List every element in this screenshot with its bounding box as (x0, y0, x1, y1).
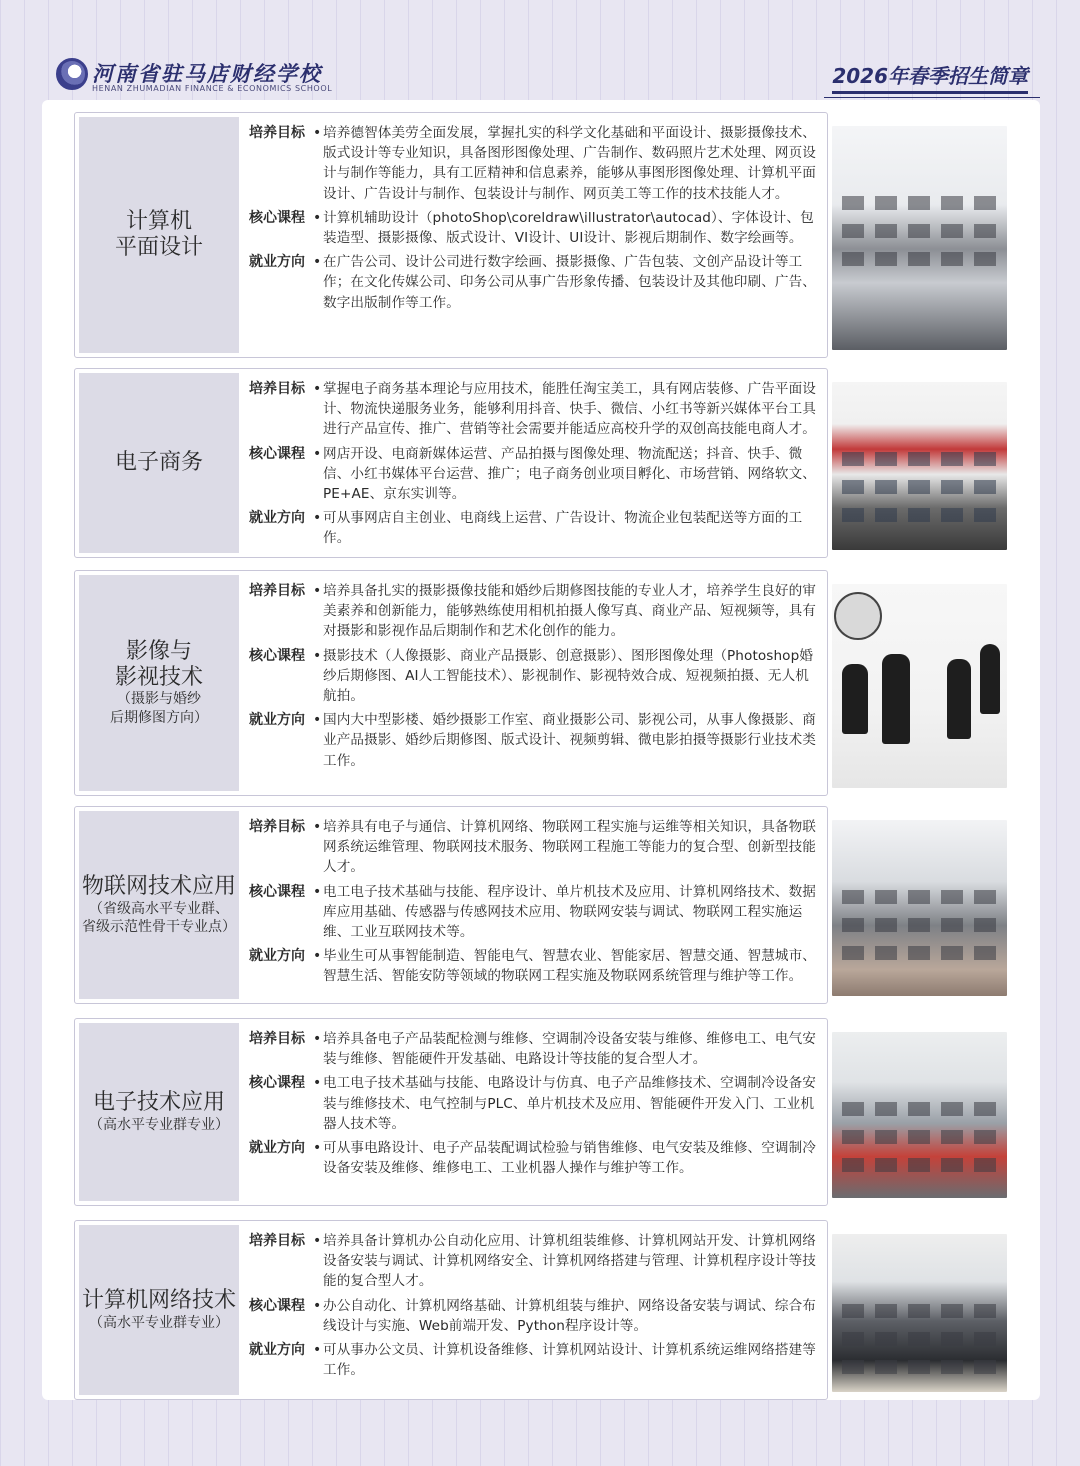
photo-detail (941, 196, 963, 210)
major-label-box (79, 575, 239, 791)
photo-detail (908, 196, 930, 210)
photo-detail (941, 252, 963, 266)
major-card (74, 570, 828, 796)
photo-detail (974, 1360, 996, 1374)
major-card (74, 1018, 828, 1206)
photo-detail (974, 1130, 996, 1144)
core-course-row-label: 核心课程 (249, 647, 305, 664)
major-card (74, 806, 828, 1004)
core-course-row-label: 核心课程 (249, 209, 305, 226)
career-row (249, 1340, 819, 1380)
iot-lab-photo (832, 820, 1007, 996)
photo-detail (908, 1158, 930, 1172)
photo-detail (974, 224, 996, 238)
core-course-row-text: 计算机辅助设计（photoShop\coreldraw\illustrator\autocad）、字体设计、包装造型、摄影摄像、版式设计、VI设计、UI设计、影视后期制作、数字绘画等。 (323, 209, 814, 247)
career-row (249, 508, 819, 548)
photo-detail (842, 918, 864, 932)
photo-detail (974, 1332, 996, 1346)
photo-detail (974, 480, 996, 494)
major-title: 电子技术应用 (92, 1090, 225, 1116)
photo-detail (980, 644, 1000, 714)
photo-detail (908, 480, 930, 494)
major-details (249, 1231, 819, 1384)
career-row-label: 就业方向 (249, 1342, 305, 1359)
photo-detail (908, 1102, 930, 1116)
core-course-row-text: 网店开设、电商新媒体运营、产品拍摄与图像处理、物流配送；抖音、快手、微信、小红书媒体平台运营、推广；电子商务创业项目孵化、市场营销、网络软文、PE+AE、京东实训等。 (323, 445, 816, 503)
page-header (0, 0, 1080, 100)
photo-detail (974, 946, 996, 960)
major-details (249, 123, 819, 317)
photo-detail (875, 946, 897, 960)
bullet-icon: • (313, 712, 322, 729)
photo-detail (842, 1332, 864, 1346)
bullet-icon: • (313, 583, 322, 599)
photo-detail (947, 659, 971, 739)
photo-detail (941, 224, 963, 238)
photo-detail (974, 252, 996, 266)
photo-detail (875, 480, 897, 494)
photo-detail (875, 1304, 897, 1318)
photo-detail (875, 452, 897, 466)
photo-detail (842, 1158, 864, 1172)
photo-detail (875, 224, 897, 238)
core-course-row (249, 646, 819, 707)
photo-detail (842, 1360, 864, 1374)
network-lab-photo (832, 1234, 1007, 1392)
bullet-icon: • (313, 1233, 322, 1249)
photo-detail (941, 452, 963, 466)
bullet-icon: • (313, 510, 322, 527)
photo-detail (941, 480, 963, 494)
bullet-icon: • (313, 445, 322, 462)
major-details (249, 817, 819, 991)
photo-detail (875, 1158, 897, 1172)
photo-detail (908, 1360, 930, 1374)
goal-row-text: 掌握电子商务基本理论与应用技术，能胜任淘宝美工，具有网店装修、广告平面设计、物流快递服务业务，能够利用抖音、快手、微信、小红书等新兴媒体平台工具进行产品宣传、推广、营销等社会需要并能适应高校升学的双创高技能电商人才。 (323, 381, 816, 438)
photo-detail (941, 946, 963, 960)
page-title: 2026年春季招生简章 (832, 60, 1028, 94)
career-row-label: 就业方向 (249, 254, 305, 271)
photo-detail (842, 224, 864, 238)
bullet-icon: • (313, 125, 322, 141)
bullet-icon: • (313, 819, 322, 835)
goal-row (249, 1231, 819, 1292)
career-row-label: 就业方向 (249, 1140, 305, 1157)
electronics-lab-photo (832, 1032, 1007, 1198)
career-row-label: 就业方向 (249, 712, 305, 729)
photo-detail (974, 918, 996, 932)
photo-detail (974, 452, 996, 466)
major-subtitle: （高水平专业群专业） (89, 1314, 229, 1331)
goal-row (249, 817, 819, 878)
major-title: 计算机网络技术 (81, 1288, 236, 1314)
photo-detail (908, 946, 930, 960)
goal-row-text: 培养德智体美劳全面发展，掌握扎实的科学文化基础和平面设计、摄影摄像技术、版式设计等专业知识，具备图形图像处理、广告制作、数码照片艺术处理、网页设计与制作等能力，具有工匠精神和信息素养，能够从事图形图像处理、计算机平面设计、广告设计与制作、包装设计与制作、网页美工等工作的技术技能人才。 (323, 125, 816, 202)
career-row-text: 可从事网店自主创业、电商线上运营、广告设计、物流企业包装配送等方面的工作。 (323, 510, 803, 547)
major-details (249, 1029, 819, 1182)
photo-detail (908, 1304, 930, 1318)
photo-detail (875, 252, 897, 266)
bullet-icon: • (313, 647, 322, 664)
photo-detail (941, 1102, 963, 1116)
photo-detail (908, 890, 930, 904)
photo-detail (941, 1158, 963, 1172)
goal-row (249, 379, 819, 440)
career-row-text: 在广告公司、设计公司进行数字绘画、摄影摄像、广告包装、文创产品设计等工作；在文化传媒公司、印务公司从事广告形象传播、包装设计及其他印刷、广告、数字出版制作等工作。 (323, 254, 816, 311)
major-title: 计算机 平面设计 (114, 209, 203, 260)
photo-detail (875, 918, 897, 932)
photo-detail (875, 1360, 897, 1374)
photo-detail (908, 252, 930, 266)
school-logo-icon (56, 58, 88, 90)
photo-detail (875, 1332, 897, 1346)
major-details (249, 581, 819, 775)
photo-detail (974, 196, 996, 210)
major-label-box (79, 1225, 239, 1395)
photo-detail (974, 890, 996, 904)
photo-detail (842, 452, 864, 466)
goal-row (249, 581, 819, 642)
photo-detail (875, 508, 897, 522)
photo-detail (908, 1332, 930, 1346)
major-subtitle: （高水平专业群专业） (89, 1116, 229, 1133)
photo-detail (842, 664, 868, 734)
photo-detail (974, 508, 996, 522)
photo-detail (941, 918, 963, 932)
bullet-icon: • (313, 1140, 322, 1157)
photo-detail (875, 196, 897, 210)
photo-detail (842, 196, 864, 210)
core-course-row-text: 摄影技术（人像摄影、商业产品摄影、创意摄影）、图形图像处理（Photoshop婚纱后期修图、AI人工智能技术）、影视制作、影视特效合成、短视频拍摄、无人机航拍。 (323, 647, 814, 705)
photo-detail (908, 224, 930, 238)
core-course-row (249, 208, 819, 248)
photo-detail (842, 1304, 864, 1318)
photography-studio-photo (832, 584, 1007, 788)
career-row-text: 可从事办公文员、计算机设备维修、计算机网站设计、计算机系统运维网络搭建等工作。 (323, 1342, 816, 1379)
bullet-icon: • (313, 1342, 322, 1359)
photo-detail (842, 1102, 864, 1116)
core-course-row-label: 核心课程 (249, 883, 305, 900)
goal-row-text: 培养具备电子产品装配检测与维修、空调制冷设备安装与维修、维修电工、电气安装与维修、智能硬件开发基础、电路设计等技能的复合型人才。 (323, 1031, 816, 1068)
photo-detail (842, 890, 864, 904)
goal-row-text: 培养具备计算机办公自动化应用、计算机组装维修、计算机网站开发、计算机网络设备安装与调试、计算机网络安全、计算机网络搭建与管理、计算机程序设计等技能的复合型人才。 (323, 1233, 816, 1290)
core-course-row-text: 办公自动化、计算机网络基础、计算机组装与维护、网络设备安装与调试、综合布线设计与实施、Web前端开发、Python程序设计等。 (323, 1297, 816, 1334)
career-row (249, 710, 819, 771)
career-row-label: 就业方向 (249, 510, 305, 527)
goal-row (249, 123, 819, 204)
major-subtitle: （摄影与婚纱 后期修图方向） (110, 691, 208, 726)
photo-detail (842, 1130, 864, 1144)
photo-detail (842, 480, 864, 494)
major-subtitle: （省级高水平专业群、 省级示范性骨干专业点） (82, 900, 236, 935)
core-course-row-label: 核心课程 (249, 1297, 305, 1314)
career-row (249, 1138, 819, 1178)
photo-detail (974, 1158, 996, 1172)
major-title: 物联网技术应用 (81, 874, 236, 900)
bullet-icon: • (313, 1297, 322, 1314)
photo-detail (908, 452, 930, 466)
photo-detail (974, 1304, 996, 1318)
major-label-box (79, 1023, 239, 1201)
goal-row-label: 培养目标 (249, 583, 305, 599)
goal-row-label: 培养目标 (249, 819, 305, 835)
photo-detail (908, 508, 930, 522)
core-course-row (249, 1296, 819, 1336)
photo-detail (908, 918, 930, 932)
major-title: 影像与 影视技术 (114, 639, 203, 690)
goal-row-label: 培养目标 (249, 1233, 305, 1249)
core-course-row-label: 核心课程 (249, 445, 305, 462)
design-lab-photo (832, 126, 1007, 350)
bullet-icon: • (313, 948, 322, 965)
school-name-cn: 河南省驻马店财经学校 (92, 61, 322, 86)
goal-row-label: 培养目标 (249, 381, 305, 397)
bullet-icon: • (313, 1075, 322, 1092)
core-course-row-text: 电工电子技术基础与技能、程序设计、单片机技术及应用、计算机网络技术、数据库应用基础、传感器与传感网技术应用、物联网安装与调试、物联网工程实施运维、工业互联网技术等。 (323, 883, 816, 941)
photo-detail (842, 946, 864, 960)
photo-detail (908, 1130, 930, 1144)
school-name-en: HENAN ZHUMADIAN FINANCE & ECONOMICS SCHOOL (92, 84, 333, 93)
bullet-icon: • (313, 209, 322, 226)
major-label-box (79, 117, 239, 353)
career-row-text: 毕业生可从事智能制造、智能电气、智慧农业、智能家居、智慧交通、智慧城市、智慧生活、智能安防等领域的物联网工程实施及物联网系统管理与维护等工作。 (323, 948, 816, 985)
bullet-icon: • (313, 254, 322, 271)
photo-detail (941, 1332, 963, 1346)
bullet-icon: • (313, 883, 322, 900)
bullet-icon: • (313, 381, 322, 397)
photo-detail (941, 508, 963, 522)
photo-detail (941, 890, 963, 904)
major-title: 电子商务 (114, 450, 203, 476)
major-details (249, 379, 819, 553)
goal-row-text: 培养具有电子与通信、计算机网络、物联网工程实施与运维等相关知识，具备物联网系统运维管理、物联网技术服务、物联网工程施工等能力的复合型、创新型技能人才。 (323, 819, 816, 876)
photo-detail (882, 654, 910, 744)
bullet-icon: • (313, 1031, 322, 1047)
major-card (74, 112, 828, 358)
core-course-row (249, 1073, 819, 1134)
core-course-row (249, 882, 819, 943)
career-row (249, 252, 819, 313)
major-card (74, 1220, 828, 1400)
major-label-box (79, 373, 239, 553)
photo-detail (834, 592, 882, 640)
goal-row (249, 1029, 819, 1069)
photo-detail (941, 1130, 963, 1144)
goal-row-text: 培养具备扎实的摄影摄像技能和婚纱后期修图技能的专业人才，培养学生良好的审美素养和创新能力，能够熟练使用相机拍摄人像写真、商业产品、短视频等，具有对摄影和影视作品后期制作和艺术化创作的能力。 (323, 583, 816, 640)
photo-detail (875, 890, 897, 904)
career-row-text: 可从事电路设计、电子产品装配调试检验与销售维修、电气安装及维修、空调制冷设备安装及维修、维修电工、工业机器人操作与维护等工作。 (323, 1140, 816, 1177)
ecommerce-lab-photo (832, 382, 1007, 550)
goal-row-label: 培养目标 (249, 125, 305, 141)
core-course-row-label: 核心课程 (249, 1075, 305, 1092)
major-card (74, 368, 828, 558)
photo-detail (941, 1304, 963, 1318)
photo-detail (842, 508, 864, 522)
photo-detail (875, 1130, 897, 1144)
career-row-label: 就业方向 (249, 948, 305, 965)
core-course-row-text: 电工电子技术基础与技能、电路设计与仿真、电子产品维修技术、空调制冷设备安装与维修技术、电气控制与PLC、单片机技术及应用、智能硬件开发入门、工业机器人技术等。 (323, 1075, 816, 1132)
career-row-text: 国内大中型影楼、婚纱摄影工作室、商业摄影公司、影视公司，从事人像摄影、商业产品摄影、婚纱后期修图、版式设计、视频剪辑、微电影拍摄等摄影行业技术类工作。 (323, 712, 816, 769)
photo-detail (974, 1102, 996, 1116)
photo-detail (842, 252, 864, 266)
photo-detail (875, 1102, 897, 1116)
major-label-box (79, 811, 239, 999)
photo-detail (941, 1360, 963, 1374)
core-course-row (249, 444, 819, 505)
goal-row-label: 培养目标 (249, 1031, 305, 1047)
career-row (249, 946, 819, 986)
